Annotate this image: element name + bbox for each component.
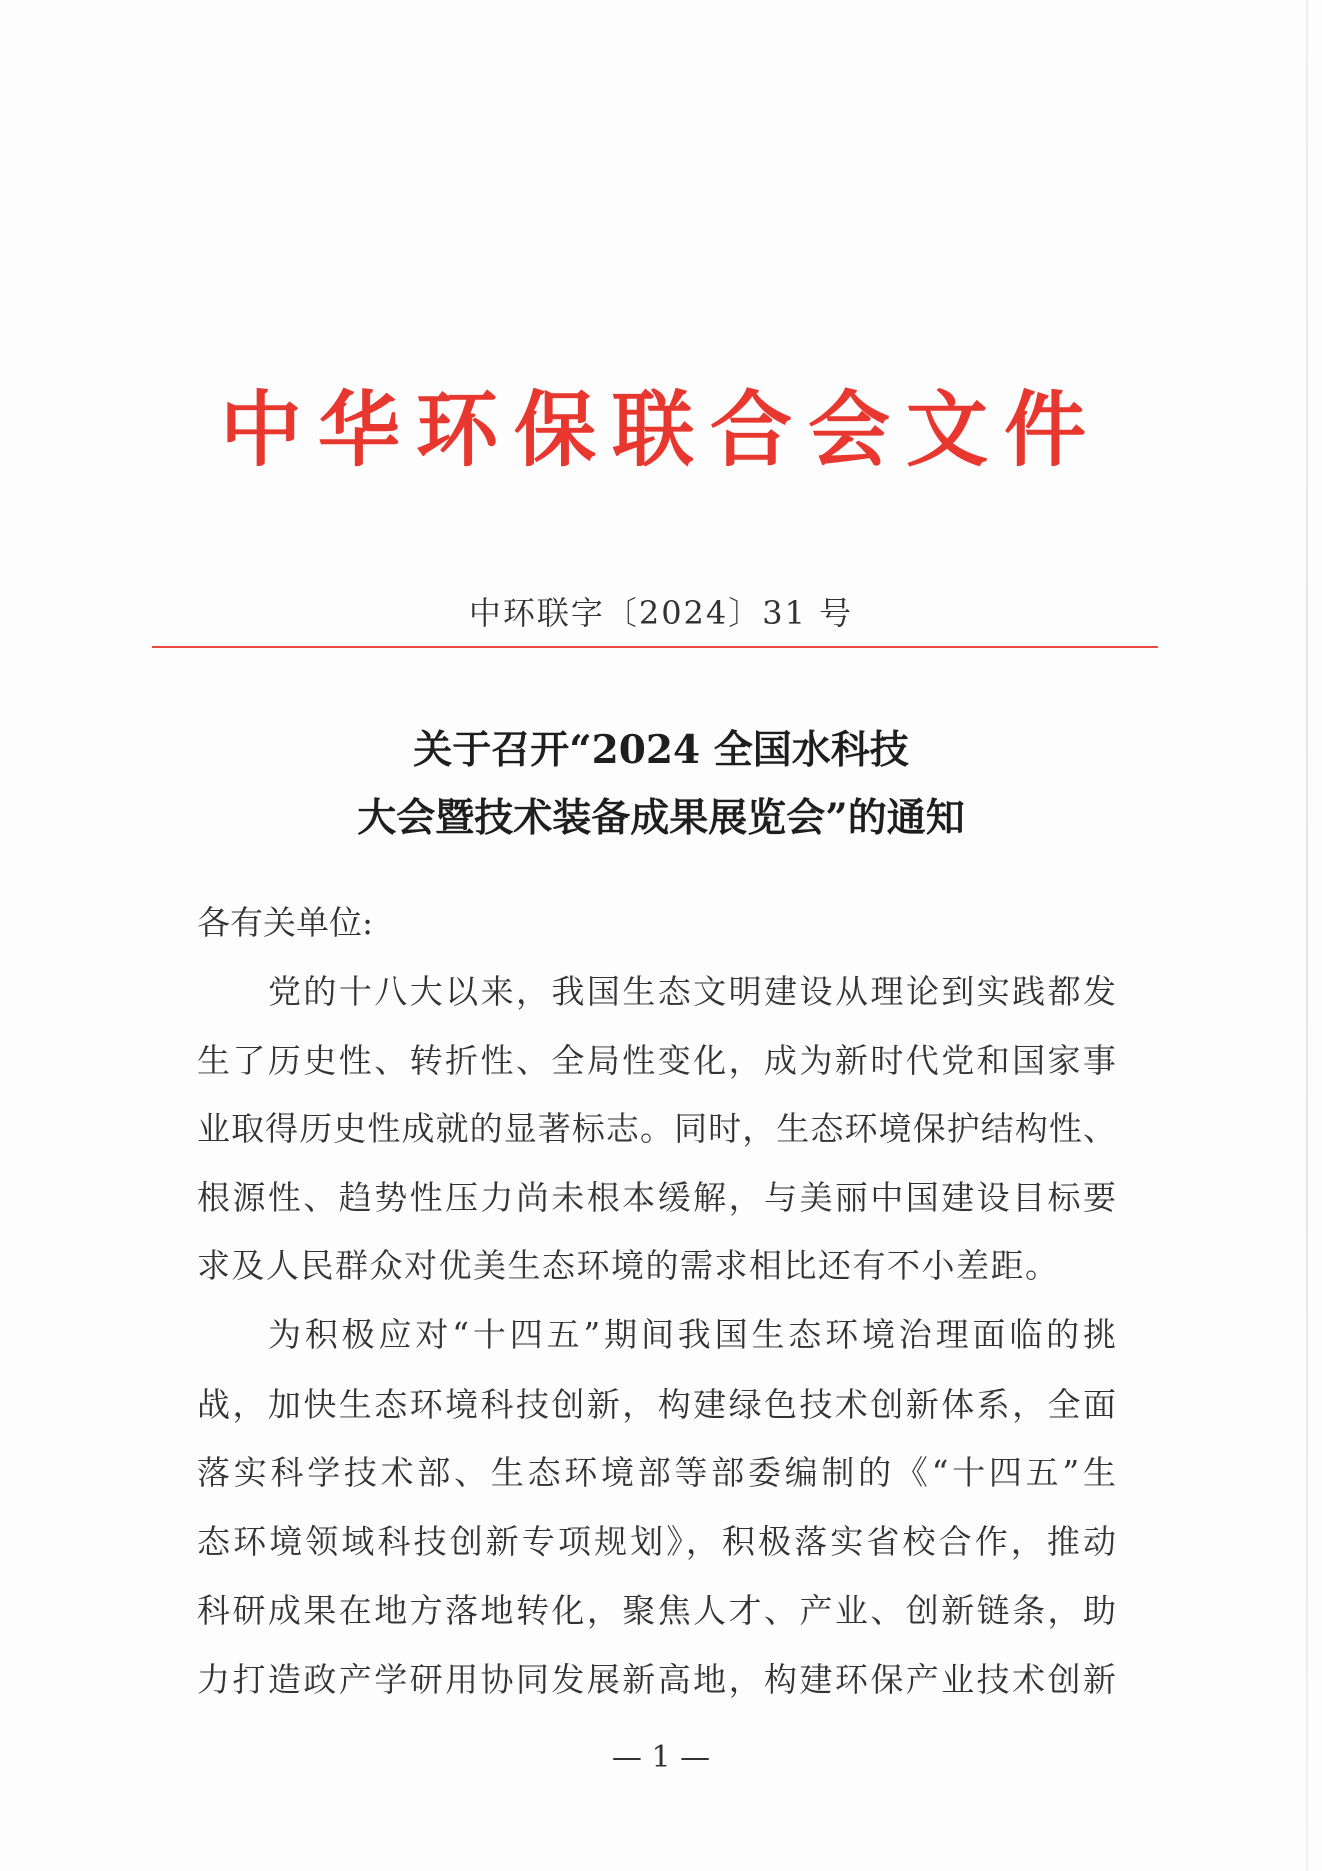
paragraph-line: 为积极应对“十四五”期间我国生态环境治理面临的挑 (268, 1315, 1116, 1354)
paragraph-line: 力打造政产学研用协同发展新高地，构建环保产业技术创新 (197, 1660, 1116, 1699)
paragraph-line: 落实科学技术部、生态环境部等部委编制的《“十四五”生 (197, 1453, 1116, 1492)
scan-edge (1306, 0, 1308, 1871)
red-separator-line (152, 646, 1158, 648)
notice-title-line-1: 关于召开“2024 全国水科技 (413, 727, 909, 773)
paragraph-line: 态环境领域科技创新专项规划》，积极落实省校合作，推动 (197, 1522, 1116, 1561)
paragraph-line: 根源性、趋势性压力尚未根本缓解，与美丽中国建设目标要 (197, 1178, 1116, 1217)
notice-title-line-2: 大会暨技术装备成果展览会”的通知 (357, 795, 965, 841)
document-number: 中环联字〔2024〕31 号 (468, 594, 854, 632)
paragraph-line: 党的十八大以来，我国生态文明建设从理论到实践都发 (268, 972, 1116, 1011)
issuer-header-title: 中华环保联合会文件 (219, 382, 1102, 478)
paragraph-line: 求及人民群众对优美生态环境的需求相比还有不小差距。 (197, 1246, 1060, 1285)
paragraph-line: 科研成果在地方落地转化，聚焦人才、产业、创新链条，助 (197, 1591, 1116, 1630)
paragraph-line: 战，加快生态环境科技创新，构建绿色技术创新体系，全面 (197, 1385, 1116, 1424)
salutation: 各有关单位: (197, 903, 374, 942)
paragraph-line: 业取得历史性成就的显著标志。同时，生态环境保护结构性、 (197, 1109, 1116, 1148)
page-number: — 1 — (611, 1740, 711, 1775)
paragraph-line: 生了历史性、转折性、全局性变化，成为新时代党和国家事 (197, 1041, 1116, 1080)
